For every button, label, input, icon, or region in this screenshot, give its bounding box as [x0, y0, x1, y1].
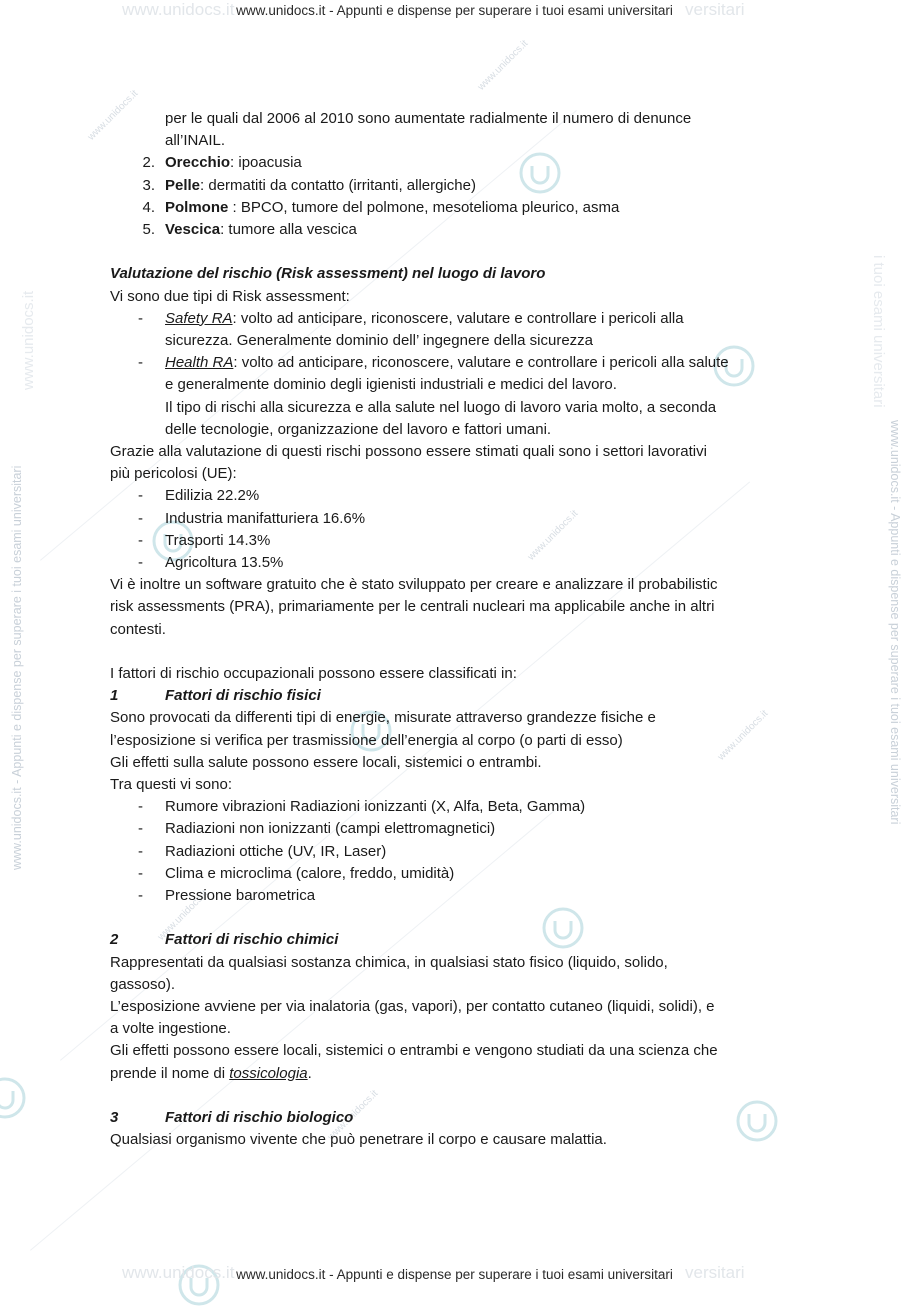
bullet-list-item — [110, 796, 810, 818]
header-ghost-right: versitari — [685, 0, 745, 19]
list-term: Polmone — [165, 198, 229, 216]
list-term: Vescica — [165, 221, 221, 239]
list-continuation-line: delle tecnologie, organizzazione del lavoro e fattori umani. — [165, 420, 552, 438]
paragraph-line: Vi è inoltre un software gratuito che è stato sviluppato per creare e analizzare il probabilistic — [110, 576, 718, 594]
paragraph-line: risk assessments (PRA), primariamente per le centrali nucleari ma applicabile anche in altri — [110, 598, 715, 616]
numbered-list-item — [110, 152, 810, 174]
bullet-dash: - — [138, 309, 143, 327]
list-text: Pressione barometrica — [165, 887, 316, 905]
paragraph-line: Qualsiasi organismo vivente che può penetrare il corpo e causare malattia. — [110, 1131, 607, 1149]
list-text: Agricoltura 13.5% — [165, 554, 284, 572]
list-text: : ipoacusia — [230, 154, 302, 172]
bullet-dash: - — [138, 487, 143, 505]
bg-watermark-text: www.unidocs.it — [85, 88, 141, 143]
bullet-dash: - — [138, 554, 143, 572]
list-term: Pelle — [165, 176, 201, 194]
numbered-list-item — [110, 175, 810, 197]
bg-watermark-text: www.unidocs.it — [525, 508, 581, 563]
list-continuation-line: per le quali dal 2006 al 2010 sono aumentate radialmente il numero di denunce — [165, 110, 692, 127]
list-number: 2. — [142, 154, 155, 172]
footer-ghost-right: versitari — [685, 1263, 745, 1282]
bg-watermark-text: www.unidocs.it — [475, 38, 531, 93]
numbered-list-item — [110, 197, 810, 219]
unidocs-logo-icon — [0, 1075, 28, 1121]
bullet-dash: - — [138, 798, 143, 816]
paragraph-line: Vi sono due tipi di Risk assessment: — [110, 287, 350, 305]
list-text: Radiazioni non ionizzanti (campi elettromagnetici) — [165, 820, 496, 838]
right-ghost-watermark: i tuoi esami universitari — [870, 255, 887, 408]
subsection-heading — [110, 685, 810, 707]
bullet-list-item — [110, 885, 810, 907]
subsection-title: Fattori di rischio chimici — [165, 931, 339, 949]
right-side-watermark: www.unidocs.it - Appunti e dispense per superare i tuoi esami universitari — [888, 420, 902, 825]
header-banner: www.unidocs.it - Appunti e dispense per superare i tuoi esami universitari — [236, 3, 673, 18]
underlined-term: Health RA — [165, 354, 234, 372]
paragraph-text: . — [307, 1064, 312, 1082]
list-text: Clima e microclima (calore, freddo, umidità) — [165, 864, 455, 882]
subsection-heading — [110, 1107, 810, 1129]
bullet-list-item — [110, 485, 810, 507]
bullet-list-item — [110, 552, 810, 574]
paragraph-line: Rappresentati da qualsiasi sostanza chimica, in qualsiasi stato fisico (liquido, solido, — [110, 953, 668, 971]
paragraph-text: prende il nome di — [110, 1064, 230, 1082]
list-text: Rumore vibrazioni Radiazioni ionizzanti (X, Alfa, Beta, Gamma) — [165, 798, 586, 816]
footer-banner: www.unidocs.it - Appunti e dispense per superare i tuoi esami universitari — [236, 1267, 673, 1282]
paragraph-line: L’esposizione avviene per via inalatoria (gas, vapori), per contatto cutaneo (liquidi, solidi), e — [110, 998, 715, 1016]
paragraph-line: Sono provocati da differenti tipi di energie, misurate attraverso grandezze fisiche e — [110, 709, 656, 727]
section-heading: Valutazione del rischio (Risk assessment) nel luogo di lavoro — [110, 265, 546, 283]
list-text: : volto ad anticipare, riconoscere, valutare e controllare i pericoli alla — [232, 309, 684, 327]
bullet-list-item — [110, 818, 810, 840]
bullet-list-item — [110, 863, 810, 885]
list-text: Radiazioni ottiche (UV, IR, Laser) — [165, 842, 387, 860]
bullet-list-item — [110, 508, 810, 530]
bullet-dash: - — [138, 842, 143, 860]
list-text: : volto ad anticipare, riconoscere, valutare e controllare i pericoli alla salute — [233, 354, 729, 372]
list-text: : BPCO, tumore del polmone, mesotelioma pleurico, asma — [228, 198, 620, 216]
list-number: 4. — [142, 198, 155, 216]
bullet-dash: - — [138, 354, 143, 372]
bg-watermark-text: www.unidocs.it — [155, 888, 211, 943]
list-term: Orecchio — [165, 154, 231, 172]
bullet-list-item — [110, 308, 810, 330]
list-text: Edilizia 22.2% — [165, 487, 260, 505]
numbered-list-item — [110, 219, 810, 241]
paragraph-line — [110, 1063, 810, 1085]
list-continuation-line: e generalmente dominio degli igienisti industriali e medici del lavoro. — [165, 376, 617, 394]
paragraph-line: Gli effetti sulla salute possono essere locali, sistemici o entrambi. — [110, 753, 542, 771]
left-side-watermark: www.unidocs.it - Appunti e dispense per superare i tuoi esami universitari — [10, 465, 24, 870]
paragraph-line: Gli effetti possono essere locali, sistemici o entrambi e vengono studiati da una scienza che — [110, 1042, 718, 1060]
paragraph-line: contesti. — [110, 620, 166, 638]
list-number: 5. — [142, 221, 155, 239]
subsection-number: 1 — [110, 687, 119, 705]
underlined-term: Safety RA — [165, 309, 233, 327]
subsection-heading — [110, 929, 810, 951]
bullet-list-item — [110, 352, 810, 374]
subsection-title: Fattori di rischio fisici — [165, 687, 321, 705]
list-text: : tumore alla vescica — [220, 221, 357, 239]
paragraph-line: l’esposizione si verifica per trasmissione dell’energia al corpo (o parti di esso) — [110, 731, 623, 749]
bullet-dash: - — [138, 820, 143, 838]
list-number: 3. — [142, 176, 155, 194]
document-body — [110, 108, 810, 1151]
paragraph-line: a volte ingestione. — [110, 1020, 231, 1038]
header-ghost-left: www.unidocs.it — [122, 0, 235, 19]
paragraph-line: Grazie alla valutazione di questi rischi possono essere stimati quali sono i settori lavorativi — [110, 443, 707, 461]
paragraph-line: I fattori di rischio occupazionali possono essere classificati in: — [110, 665, 517, 683]
bullet-dash: - — [138, 887, 143, 905]
bullet-list-item — [110, 841, 810, 863]
list-text: : dermatiti da contatto (irritanti, allergiche) — [200, 176, 476, 194]
bg-watermark-text: www.unidocs.it — [325, 1088, 381, 1143]
left-ghost-watermark: www.unidocs.it — [20, 290, 37, 390]
list-continuation-line: sicurezza. Generalmente dominio dell’ ingegnere della sicurezza — [165, 332, 594, 350]
list-continuation-line: all’INAIL. — [165, 132, 226, 150]
footer-ghost-left: www.unidocs.it — [122, 1263, 235, 1282]
list-continuation-line: Il tipo di rischi alla sicurezza e alla salute nel luogo di lavoro varia molto, a seconda — [165, 398, 717, 416]
subsection-number: 3 — [110, 1109, 119, 1127]
paragraph-line: gassoso). — [110, 975, 176, 993]
paragraph-line: più pericolosi (UE): — [110, 465, 237, 483]
underlined-term: tossicologia — [229, 1064, 308, 1082]
list-text: Trasporti 14.3% — [165, 531, 271, 549]
subsection-title: Fattori di rischio biologico — [165, 1109, 354, 1127]
bg-watermark-text: www.unidocs.it — [715, 708, 771, 763]
paragraph-line: Tra questi vi sono: — [110, 776, 232, 794]
bullet-dash: - — [138, 864, 143, 882]
subsection-number: 2 — [110, 931, 119, 949]
bullet-list-item — [110, 530, 810, 552]
list-text: Industria manifatturiera 16.6% — [165, 509, 366, 527]
bullet-dash: - — [138, 509, 143, 527]
bullet-dash: - — [138, 531, 143, 549]
